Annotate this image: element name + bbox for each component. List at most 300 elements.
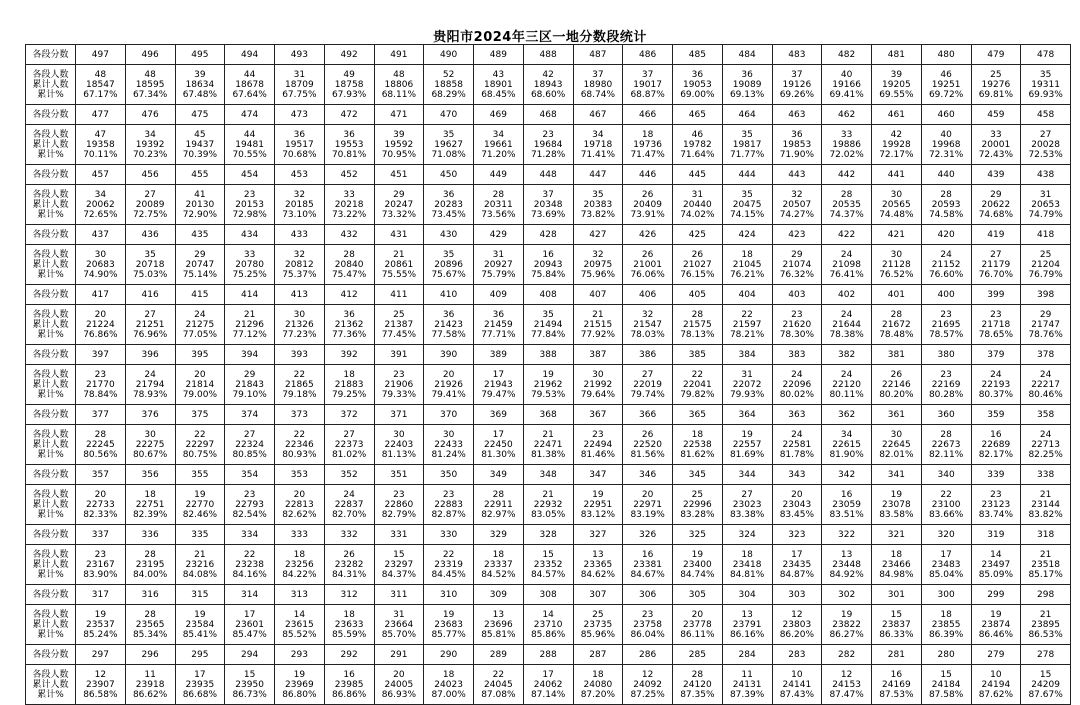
cumulative-value: 23837 <box>882 619 911 630</box>
count-value: 17 <box>791 549 803 560</box>
count-value: 16 <box>990 429 1002 440</box>
stats-cell <box>573 605 623 645</box>
count-value: 13 <box>840 549 853 560</box>
stats-row <box>26 665 1071 705</box>
stats-cell <box>474 65 524 105</box>
cumulative-value: 20535 <box>832 199 861 210</box>
percent-value: 87.39% <box>729 689 765 700</box>
cumulative-value: 23791 <box>732 619 762 630</box>
score-cell: 407 <box>573 285 623 305</box>
count-value: 26 <box>641 189 654 200</box>
stats-cell <box>822 305 872 345</box>
score-cell: 370 <box>424 405 474 425</box>
cumulative-value: 22450 <box>484 439 513 450</box>
percent-value: 83.28% <box>680 509 715 520</box>
stats-cell <box>275 365 325 405</box>
score-cell: 350 <box>424 465 474 485</box>
cumulative-value: 23144 <box>1031 499 1060 510</box>
stats-cell <box>374 125 424 165</box>
stats-cell <box>76 545 126 585</box>
score-cell: 435 <box>175 225 225 245</box>
stats-cell <box>225 665 275 705</box>
score-cell: 468 <box>523 105 573 125</box>
stats-cell <box>424 65 474 105</box>
score-cell: 395 <box>175 345 225 365</box>
cumulative-value: 18678 <box>235 79 264 90</box>
cumulative-value: 23100 <box>931 499 961 510</box>
cumulative-value: 23822 <box>832 619 861 630</box>
count-value: 19 <box>890 489 903 500</box>
cumulative-value: 23855 <box>931 619 961 630</box>
score-cell: 437 <box>76 225 126 245</box>
score-cell: 492 <box>324 45 374 65</box>
cumulative-label: 累计人数 <box>32 79 69 90</box>
cumulative-value: 22297 <box>185 439 215 450</box>
cumulative-value: 23918 <box>135 679 165 690</box>
stats-cell <box>573 485 623 525</box>
stats-cell <box>822 485 872 525</box>
cumulative-value: 22096 <box>782 379 812 390</box>
count-value: 40 <box>940 129 952 140</box>
stats-cell <box>76 365 126 405</box>
stats-cell <box>374 665 424 705</box>
score-cell: 312 <box>324 585 374 605</box>
stats-cell <box>374 365 424 405</box>
cumulative-value: 19782 <box>683 139 712 150</box>
percent-value: 84.08% <box>182 569 218 580</box>
stats-cell <box>573 245 623 285</box>
stats-cell <box>872 245 922 285</box>
percent-value: 85.34% <box>132 629 168 640</box>
count-value: 21 <box>1039 489 1052 500</box>
score-cell: 400 <box>921 285 971 305</box>
cumulative-value: 22041 <box>683 379 712 390</box>
stats-cell <box>872 545 922 585</box>
cumulative-value: 23683 <box>434 619 463 630</box>
cumulative-value: 22813 <box>285 499 314 510</box>
cumulative-value: 18758 <box>334 79 364 90</box>
stats-row <box>26 245 1071 285</box>
stats-cell <box>772 185 822 225</box>
score-cell: 347 <box>573 465 623 485</box>
stats-cell <box>921 665 971 705</box>
cumulative-value: 23895 <box>1031 619 1060 630</box>
cumulative-value: 23615 <box>285 619 314 630</box>
stats-cell <box>623 425 673 465</box>
percent-value: 80.46% <box>1028 389 1063 400</box>
percent-value: 76.06% <box>630 269 665 280</box>
cumulative-value: 24092 <box>633 679 662 690</box>
percent-value: 70.95% <box>381 149 417 160</box>
stats-cell <box>1021 185 1071 225</box>
cumulative-value: 23023 <box>732 499 762 510</box>
percent-label: 累计% <box>37 269 64 280</box>
percent-value: 74.58% <box>928 209 964 220</box>
score-cell: 381 <box>872 345 922 365</box>
count-value: 27 <box>641 369 654 380</box>
count-value: 22 <box>293 429 306 440</box>
count-value: 48 <box>393 69 405 80</box>
cumulative-value: 19251 <box>931 79 961 90</box>
percent-value: 79.74% <box>630 389 665 400</box>
stats-cell <box>921 245 971 285</box>
count-value: 31 <box>492 249 505 260</box>
percent-value: 75.67% <box>431 269 466 280</box>
cumulative-value: 21547 <box>633 319 662 330</box>
stats-cell <box>722 125 772 165</box>
stats-cell <box>971 185 1021 225</box>
count-value: 29 <box>243 369 256 380</box>
cumulative-value: 19553 <box>334 139 364 150</box>
cumulative-value: 21962 <box>533 379 563 390</box>
score-cell: 348 <box>523 465 573 485</box>
score-cell: 304 <box>722 585 772 605</box>
percent-value: 75.96% <box>580 269 616 280</box>
count-value: 36 <box>691 69 704 80</box>
stats-cell <box>424 305 474 345</box>
score-cell: 481 <box>872 45 922 65</box>
percent-value: 68.11% <box>381 89 417 100</box>
score-cell: 425 <box>673 225 723 245</box>
stats-cell <box>623 245 673 285</box>
cumulative-value: 20475 <box>732 199 762 210</box>
score-cell: 404 <box>722 285 772 305</box>
score-cell: 449 <box>474 165 524 185</box>
score-header-row <box>26 345 1071 365</box>
stats-row-label <box>26 365 76 405</box>
stats-cell <box>623 665 673 705</box>
score-cell: 429 <box>474 225 524 245</box>
percent-value: 87.58% <box>928 689 964 700</box>
score-cell: 367 <box>573 405 623 425</box>
stats-cell <box>324 245 374 285</box>
cumulative-value: 21515 <box>583 319 613 330</box>
percent-value: 86.33% <box>879 629 914 640</box>
count-value: 16 <box>890 669 903 680</box>
percent-value: 74.48% <box>879 209 914 220</box>
count-value: 17 <box>542 669 554 680</box>
stats-cell <box>822 125 872 165</box>
score-cell: 474 <box>225 105 275 125</box>
count-value: 32 <box>592 249 604 260</box>
stats-cell <box>772 605 822 645</box>
percent-value: 73.10% <box>282 209 317 220</box>
stats-cell <box>722 245 772 285</box>
cumulative-value: 22645 <box>882 439 911 450</box>
count-value: 21 <box>243 309 256 320</box>
score-cell: 390 <box>424 345 474 365</box>
count-value: 30 <box>144 429 156 440</box>
count-value: 28 <box>890 309 903 320</box>
cumulative-value: 19392 <box>135 139 165 150</box>
stats-row-label <box>26 425 76 465</box>
percent-value: 75.79% <box>481 269 516 280</box>
score-cell: 432 <box>324 225 374 245</box>
score-row-label: 各段分数 <box>26 405 76 425</box>
stats-cell <box>673 365 723 405</box>
percent-value: 81.02% <box>331 449 367 460</box>
score-cell: 345 <box>673 465 723 485</box>
count-value: 27 <box>741 489 753 500</box>
percent-value: 79.10% <box>232 389 267 400</box>
score-cell: 469 <box>474 105 524 125</box>
count-value: 23 <box>94 369 107 380</box>
count-value: 28 <box>691 309 704 320</box>
percent-value: 76.21% <box>729 269 765 280</box>
percent-value: 74.15% <box>729 209 765 220</box>
score-cell: 411 <box>374 285 424 305</box>
percent-value: 77.36% <box>331 329 367 340</box>
count-value: 36 <box>442 309 455 320</box>
stats-cell <box>76 185 126 225</box>
cumulative-label: 累计人数 <box>32 139 69 150</box>
stats-cell <box>76 125 126 165</box>
percent-value: 85.41% <box>182 629 218 640</box>
percent-value: 82.70% <box>331 509 367 520</box>
score-cell: 402 <box>822 285 872 305</box>
score-header-row <box>26 465 1071 485</box>
percent-value: 69.26% <box>779 89 815 100</box>
score-cell: 491 <box>374 45 424 65</box>
cumulative-value: 24169 <box>882 679 911 690</box>
stats-cell <box>225 485 275 525</box>
score-cell: 421 <box>872 225 922 245</box>
stats-cell <box>623 365 673 405</box>
cumulative-value: 24062 <box>533 679 563 690</box>
percent-value: 77.45% <box>381 329 417 340</box>
count-value: 22 <box>691 369 704 380</box>
count-value: 15 <box>890 609 903 620</box>
percent-value: 72.65% <box>83 209 118 220</box>
stats-cell <box>474 125 524 165</box>
cumulative-value: 19276 <box>981 79 1011 90</box>
count-value: 19 <box>442 609 455 620</box>
cumulative-value: 24045 <box>484 679 513 690</box>
percent-value: 85.04% <box>928 569 964 580</box>
count-value: 35 <box>741 129 753 140</box>
stats-cell <box>822 245 872 285</box>
stats-cell <box>573 305 623 345</box>
cumulative-value: 23466 <box>882 559 911 570</box>
percent-value: 72.31% <box>928 149 964 160</box>
count-value: 48 <box>94 69 107 80</box>
score-cell: 489 <box>474 45 524 65</box>
score-cell: 493 <box>275 45 325 65</box>
cumulative-value: 18943 <box>533 79 563 90</box>
percent-value: 78.03% <box>630 329 665 340</box>
count-value: 23 <box>592 429 604 440</box>
cumulative-value: 19968 <box>931 139 961 150</box>
cumulative-value: 20975 <box>583 259 613 270</box>
stats-cell <box>523 185 573 225</box>
percent-value: 81.78% <box>779 449 815 460</box>
percent-value: 86.46% <box>978 629 1014 640</box>
cumulative-value: 20311 <box>484 199 513 210</box>
cumulative-value: 19661 <box>484 139 513 150</box>
percent-value: 84.57% <box>530 569 566 580</box>
stats-cell <box>872 125 922 165</box>
stats-cell <box>971 545 1021 585</box>
stats-cell <box>872 665 922 705</box>
score-cell: 460 <box>921 105 971 125</box>
percent-value: 87.67% <box>1028 689 1063 700</box>
stats-cell <box>623 305 673 345</box>
count-value: 25 <box>990 69 1002 80</box>
stats-cell <box>772 65 822 105</box>
count-label: 各段人数 <box>32 669 69 680</box>
count-value: 16 <box>840 489 853 500</box>
stats-cell <box>872 305 922 345</box>
stats-cell <box>275 245 325 285</box>
percent-value: 72.90% <box>182 209 218 220</box>
score-cell: 371 <box>374 405 424 425</box>
count-value: 26 <box>641 249 654 260</box>
count-value: 23 <box>393 369 405 380</box>
percent-value: 67.93% <box>331 89 367 100</box>
stats-cell <box>424 605 474 645</box>
score-cell: 396 <box>125 345 175 365</box>
score-cell: 299 <box>971 585 1021 605</box>
cumulative-value: 23735 <box>583 619 613 630</box>
percent-value: 84.31% <box>331 569 367 580</box>
percent-value: 85.77% <box>431 629 466 640</box>
cumulative-value: 19627 <box>434 139 463 150</box>
cumulative-value: 18901 <box>484 79 513 90</box>
score-cell: 464 <box>722 105 772 125</box>
score-cell: 412 <box>324 285 374 305</box>
percent-value: 81.62% <box>680 449 715 460</box>
count-value: 28 <box>343 249 355 260</box>
score-cell: 488 <box>523 45 573 65</box>
score-cell: 427 <box>573 225 623 245</box>
percent-value: 86.73% <box>232 689 267 700</box>
percent-value: 84.52% <box>481 569 516 580</box>
stats-cell <box>822 665 872 705</box>
stats-cell <box>921 545 971 585</box>
count-value: 36 <box>492 309 505 320</box>
count-value: 17 <box>194 669 206 680</box>
score-cell: 392 <box>324 345 374 365</box>
count-value: 31 <box>741 369 753 380</box>
count-value: 24 <box>840 369 853 380</box>
cumulative-value: 21027 <box>683 259 712 270</box>
score-cell: 314 <box>225 585 275 605</box>
count-value: 20 <box>442 369 455 380</box>
score-cell: 431 <box>374 225 424 245</box>
stats-cell <box>673 245 723 285</box>
percent-value: 82.54% <box>232 509 267 520</box>
stats-cell <box>722 545 772 585</box>
stats-row-label <box>26 305 76 345</box>
stats-cell <box>971 245 1021 285</box>
score-cell: 430 <box>424 225 474 245</box>
count-value: 35 <box>592 189 604 200</box>
count-value: 26 <box>343 549 355 560</box>
score-header-row <box>26 225 1071 245</box>
count-value: 37 <box>592 69 604 80</box>
count-value: 18 <box>592 669 604 680</box>
stats-cell <box>573 365 623 405</box>
score-cell: 448 <box>523 165 573 185</box>
count-label: 各段人数 <box>32 69 69 80</box>
score-cell: 486 <box>623 45 673 65</box>
score-cell: 478 <box>1021 45 1071 65</box>
count-value: 12 <box>791 609 803 620</box>
percent-value: 83.19% <box>630 509 665 520</box>
cumulative-value: 23319 <box>434 559 463 570</box>
cumulative-value: 23448 <box>832 559 861 570</box>
cumulative-label: 累计人数 <box>32 679 69 690</box>
score-cell: 297 <box>76 645 126 665</box>
percent-value: 71.28% <box>530 149 566 160</box>
stats-cell <box>125 665 175 705</box>
percent-value: 82.97% <box>481 509 516 520</box>
cumulative-value: 22615 <box>832 439 861 450</box>
stats-row <box>26 365 1071 405</box>
percent-value: 69.41% <box>829 89 864 100</box>
percent-value: 78.30% <box>779 329 815 340</box>
cumulative-value: 21843 <box>235 379 264 390</box>
count-value: 20 <box>691 609 704 620</box>
cumulative-value: 18806 <box>384 79 414 90</box>
percent-value: 68.45% <box>481 89 516 100</box>
cumulative-value: 23710 <box>533 619 563 630</box>
stats-cell <box>523 125 573 165</box>
cumulative-value: 23633 <box>334 619 364 630</box>
percent-value: 81.13% <box>381 449 417 460</box>
stats-cell <box>1021 485 1071 525</box>
count-value: 24 <box>1039 429 1052 440</box>
score-cell: 329 <box>474 525 524 545</box>
cumulative-value: 23400 <box>683 559 712 570</box>
stats-cell <box>474 605 524 645</box>
score-row-label: 各段分数 <box>26 585 76 605</box>
cumulative-value: 22346 <box>285 439 314 450</box>
score-cell: 487 <box>573 45 623 65</box>
score-cell: 294 <box>225 645 275 665</box>
score-cell: 394 <box>225 345 275 365</box>
score-cell: 331 <box>374 525 424 545</box>
stats-cell <box>872 605 922 645</box>
score-row-label: 各段分数 <box>26 645 76 665</box>
count-label: 各段人数 <box>32 549 69 560</box>
percent-value: 77.71% <box>481 329 516 340</box>
stats-cell <box>374 65 424 105</box>
cumulative-value: 23381 <box>633 559 662 570</box>
cumulative-value: 21098 <box>832 259 861 270</box>
cumulative-value: 19817 <box>732 139 762 150</box>
stats-cell <box>474 185 524 225</box>
percent-value: 86.27% <box>829 629 864 640</box>
count-value: 21 <box>542 489 554 500</box>
cumulative-value: 19481 <box>235 139 264 150</box>
percent-value: 83.58% <box>879 509 914 520</box>
count-value: 46 <box>940 69 952 80</box>
cumulative-value: 20283 <box>434 199 463 210</box>
count-value: 28 <box>691 669 704 680</box>
stats-cell <box>324 65 374 105</box>
stats-cell <box>275 605 325 645</box>
count-value: 23 <box>393 489 405 500</box>
count-value: 35 <box>144 249 156 260</box>
cumulative-value: 22951 <box>583 499 613 510</box>
score-cell: 458 <box>1021 105 1071 125</box>
cumulative-value: 19205 <box>882 79 911 90</box>
count-value: 18 <box>144 489 156 500</box>
stats-cell <box>523 485 573 525</box>
count-value: 33 <box>990 129 1002 140</box>
cumulative-value: 19853 <box>782 139 812 150</box>
